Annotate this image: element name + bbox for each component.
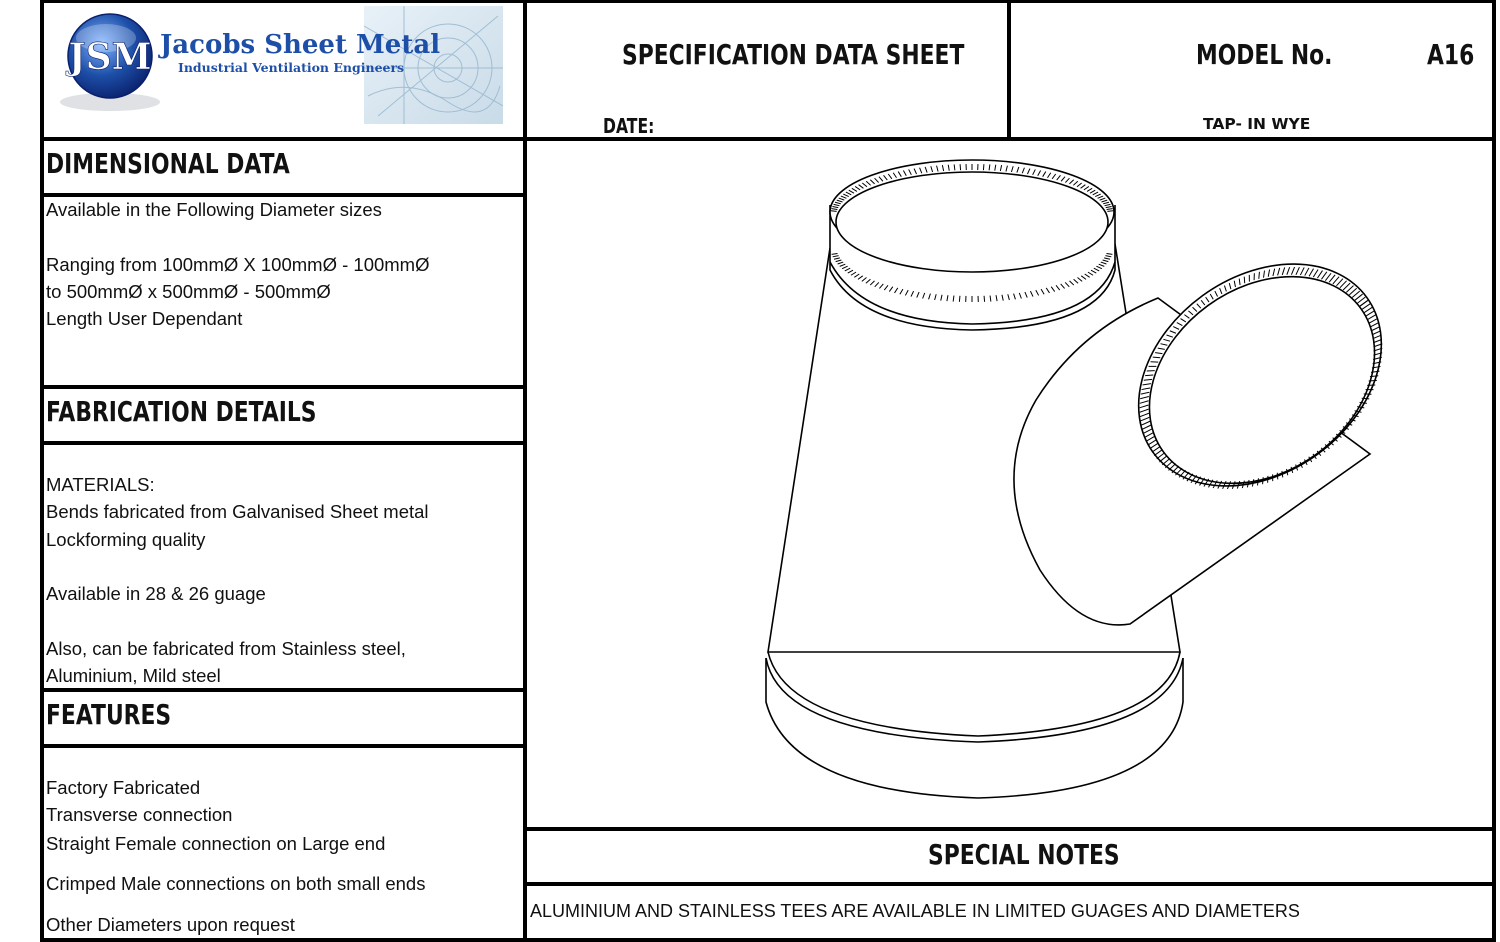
special-notes-text: ALUMINIUM AND STAINLESS TEES ARE AVAILABLE IN LIMITED GUAGES AND DIAMETERS	[530, 901, 1300, 921]
divider-features-heading	[40, 744, 527, 748]
wye-fitting-drawing	[527, 141, 1492, 827]
fabrication-line: Lockforming quality	[46, 528, 206, 550]
fabrication-line	[46, 607, 429, 634]
product-name: TAP- IN WYE	[1203, 115, 1311, 133]
company-logo	[48, 6, 503, 128]
border-bottom	[40, 938, 1496, 942]
dimensional-line: to 500mmØ x 500mmØ - 500mmØ	[46, 280, 331, 302]
border-left	[40, 0, 44, 942]
dimensional-line: Available in the Following Diameter sizes	[46, 199, 382, 220]
feature-item: Other Diameters upon request	[46, 914, 295, 935]
logo-company-name: Jacobs Sheet Metal	[160, 30, 441, 60]
model-label: MODEL No.	[1196, 38, 1333, 71]
feature-item: Factory Fabricated	[46, 777, 201, 798]
fabrication-line: Available in 28 & 26 guage	[46, 583, 266, 605]
dimensional-line: Ranging from 100mmØ X 100mmØ - 100mmØ	[46, 253, 430, 275]
features-heading: FEATURES	[46, 698, 172, 731]
fabrication-text	[46, 471, 429, 689]
logo-tagline: Industrial Ventilation Engineers	[178, 60, 405, 75]
dimensional-line: Length User Dependant	[46, 308, 243, 330]
logo-graphic	[48, 6, 503, 128]
fabrication-line: Also, can be fabricated from Stainless steel,	[46, 637, 406, 659]
divider-notes-heading	[523, 882, 1496, 886]
dimensional-line	[46, 223, 430, 250]
divider-header-model	[1007, 0, 1011, 140]
date-label: DATE:	[603, 114, 655, 138]
border-top	[40, 0, 1496, 3]
fabrication-line	[46, 553, 429, 580]
divider-fab-heading	[40, 441, 527, 445]
fabrication-line: Bends fabricated from Galvanised Sheet metal	[46, 501, 429, 523]
divider-notes-top	[523, 827, 1496, 831]
fabrication-line: MATERIALS:	[46, 474, 155, 495]
special-notes-heading: SPECIAL NOTES	[928, 838, 1120, 871]
sheet-title: SPECIFICATION DATA SHEET	[622, 38, 965, 71]
border-right	[1492, 0, 1496, 942]
model-value: A16	[1427, 38, 1475, 71]
fabrication-heading: FABRICATION DETAILS	[46, 395, 317, 428]
feature-item: Crimped Male connections on both small ends	[46, 873, 426, 894]
fabrication-line: Aluminium, Mild steel	[46, 665, 221, 687]
logo-monogram: JSM	[68, 36, 152, 78]
dimensional-heading: DIMENSIONAL DATA	[46, 147, 290, 180]
divider-fab-top	[40, 385, 527, 389]
feature-item: Straight Female connection on Large end	[46, 833, 386, 854]
feature-item: Transverse connection	[46, 804, 233, 825]
dimensional-text	[46, 196, 430, 332]
